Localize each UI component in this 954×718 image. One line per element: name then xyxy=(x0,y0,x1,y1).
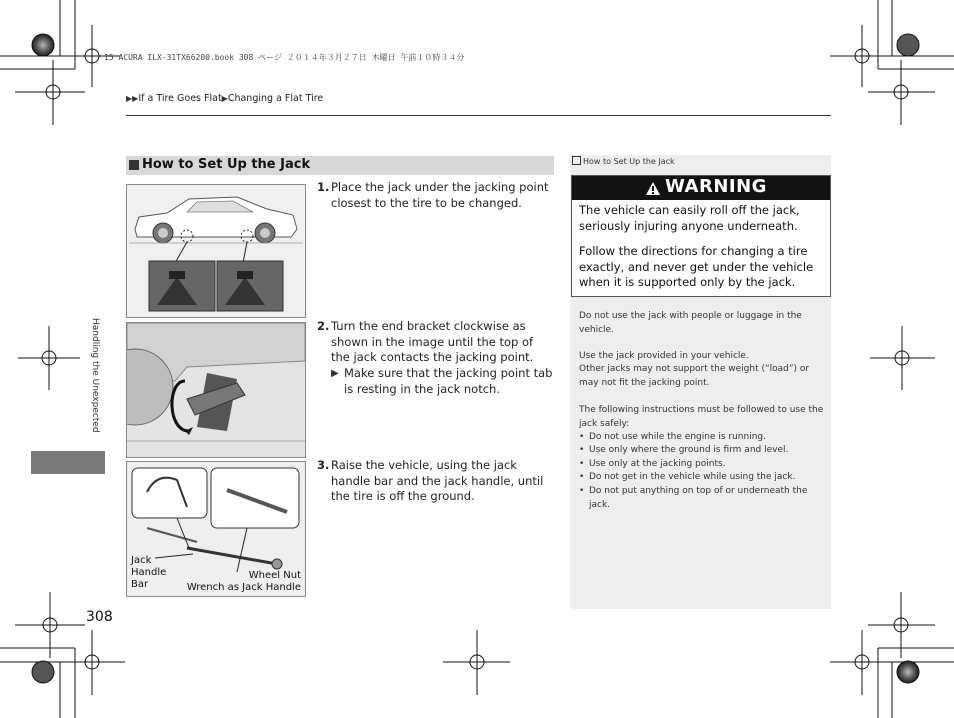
step-text: Raise the vehicle, using the jack handle bar and the jack handle, until the tire is off the ground. xyxy=(331,458,544,503)
figure-jack-under-car xyxy=(126,322,306,458)
car-illustration xyxy=(127,185,305,317)
step-number: 3. xyxy=(317,458,330,472)
figure-jack-handle xyxy=(126,461,306,597)
note-instructions: The following instructions must be followed to use the jack safely: xyxy=(579,405,824,429)
ref-heading: How to Set Up the Jack xyxy=(572,156,675,166)
jack-illustration xyxy=(127,323,305,457)
warning-title: WARNING xyxy=(665,176,767,197)
print-info-line: 15 ACURA ILX-31TX66200.book 308 ページ ２０１４年３月２７日 木曜日 午前１０時３４分 xyxy=(104,53,465,62)
page-number: 308 xyxy=(86,609,113,625)
header-rule xyxy=(126,115,831,116)
warning-text-1: The vehicle can easily roll off the jack, seriously injuring anyone underneath. xyxy=(579,203,800,233)
step-number: 1. xyxy=(317,180,330,194)
square-bullet-icon xyxy=(129,160,139,170)
step-3 xyxy=(317,458,555,508)
double-arrow-icon: ▶▶ xyxy=(126,94,139,103)
step-2: 2. Turn the end bracket clockwise as shown in the image until the top of the jack contacts the jacking point. ▶ Make sure that the jacking point tab is resting in the jack notch. xyxy=(317,319,555,409)
arrow-icon: ▶ xyxy=(221,94,228,103)
step-text: Turn the end bracket clockwise as shown in the image until the top of the jack contacts the jacking point. xyxy=(331,319,534,364)
section-title: How to Set Up the Jack xyxy=(142,157,311,172)
chapter-tab[interactable] xyxy=(31,451,105,474)
label-wheel-nut-wrench: Wheel Nut Wrench as Jack Handle xyxy=(186,570,301,593)
step-1 xyxy=(317,180,555,220)
note-other-jacks: Other jacks may not support the weight (“load”) or may not fit the jacking point. xyxy=(579,364,810,388)
label-jack-handle-bar: Jack Handle Bar xyxy=(131,555,167,590)
warning-header xyxy=(572,176,830,200)
breadcrumb xyxy=(126,93,323,104)
arrow-right-icon: ▶ xyxy=(331,368,339,379)
figure-car-jacking-points xyxy=(126,184,306,318)
step-number: 2. xyxy=(317,319,330,333)
section-heading xyxy=(126,156,554,175)
warning-triangle-icon xyxy=(645,181,661,196)
step-text: Place the jack under the jacking point closest to the tire to be changed. xyxy=(331,180,549,210)
note-people-luggage: Do not use the jack with people or luggage in the vehicle. xyxy=(579,311,802,335)
warning-text-2: Follow the directions for changing a tire exactly, and never get under the vehicle when it is supported only by the jack. xyxy=(579,244,814,289)
note-use-provided-jack: Use the jack provided in your vehicle. xyxy=(579,351,749,361)
reference-icon xyxy=(572,156,581,165)
breadcrumb-item-changing-tire[interactable]: Changing a Flat Tire xyxy=(227,93,324,104)
breadcrumb-item-tire-flat[interactable]: If a Tire Goes Flat xyxy=(138,93,222,104)
warning-box xyxy=(571,175,831,297)
side-tab-label: Handling the Unexpected xyxy=(90,318,100,433)
